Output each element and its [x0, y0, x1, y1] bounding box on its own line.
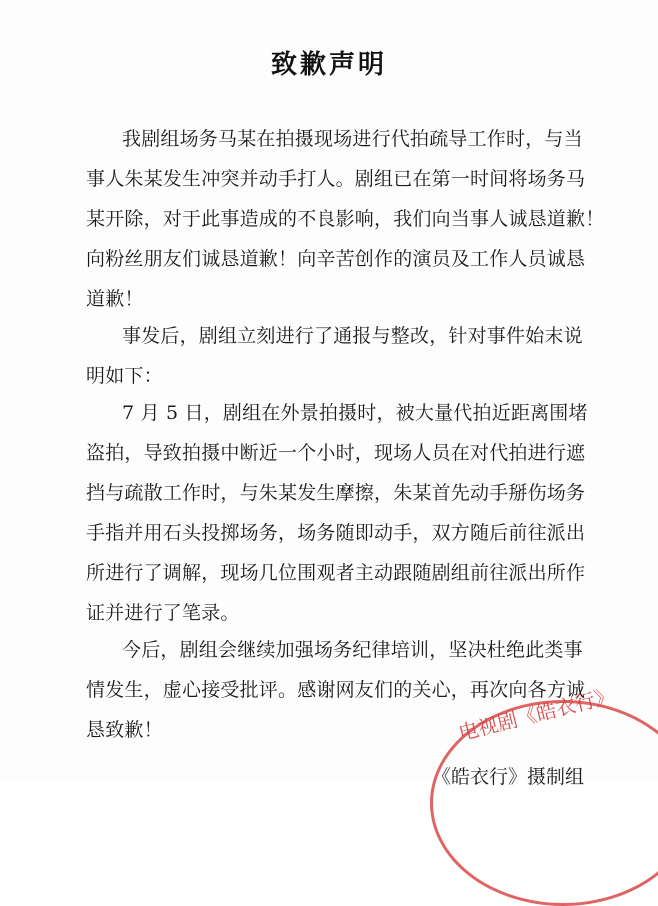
body-line: 道歉！ [86, 288, 144, 310]
body-line: 明如下： [86, 365, 163, 387]
signature: 《皓衣行》摄制组 [432, 766, 585, 788]
body-line: 所进行了调解，现场几位围观者主动跟随剧组前往派出所作 [86, 562, 586, 584]
body-line: 挡与疏散工作时，与朱某发生摩擦，朱某首先动手掰伤场务 [86, 482, 586, 504]
body-line: 手指并用石头投掷场务，场务随即动手，双方随后前往派出 [86, 522, 586, 544]
body-line: 恳致歉！ [86, 719, 163, 741]
body-line: 事发后，剧组立刻进行了通报与整改，针对事件始末说 [122, 325, 583, 347]
body-line: 7 月 5 日，剧组在外景拍摄时，被大量代拍近距离围堵 [122, 402, 588, 424]
body-line: 某开除，对于此事造成的不良影响，我们向当事人诚恳道歉！ [86, 208, 605, 230]
body-line: 情发生，虚心接受批评。感谢网友们的关心，再次向各方诚 [86, 679, 586, 701]
body-line: 事人朱某发生冲突并动手打人。剧组已在第一时间将场务马 [86, 168, 586, 190]
body-line: 今后，剧组会继续加强场务纪律培训，坚决杜绝此类事 [122, 639, 583, 661]
seal-text: 电视剧《皓衣行》 [455, 683, 618, 746]
document-title: 致歉声明 [270, 50, 387, 80]
body-line: 盗拍，导致拍摄中断近一个小时，现场人员在对代拍进行遮 [86, 442, 586, 464]
body-line: 我剧组场务马某在拍摄现场进行代拍疏导工作时，与当 [122, 128, 583, 150]
body-line: 向粉丝朋友们诚恳道歉！向辛苦创作的演员及工作人员诚恳 [86, 248, 586, 270]
body-line: 证并进行了笔录。 [86, 602, 240, 624]
